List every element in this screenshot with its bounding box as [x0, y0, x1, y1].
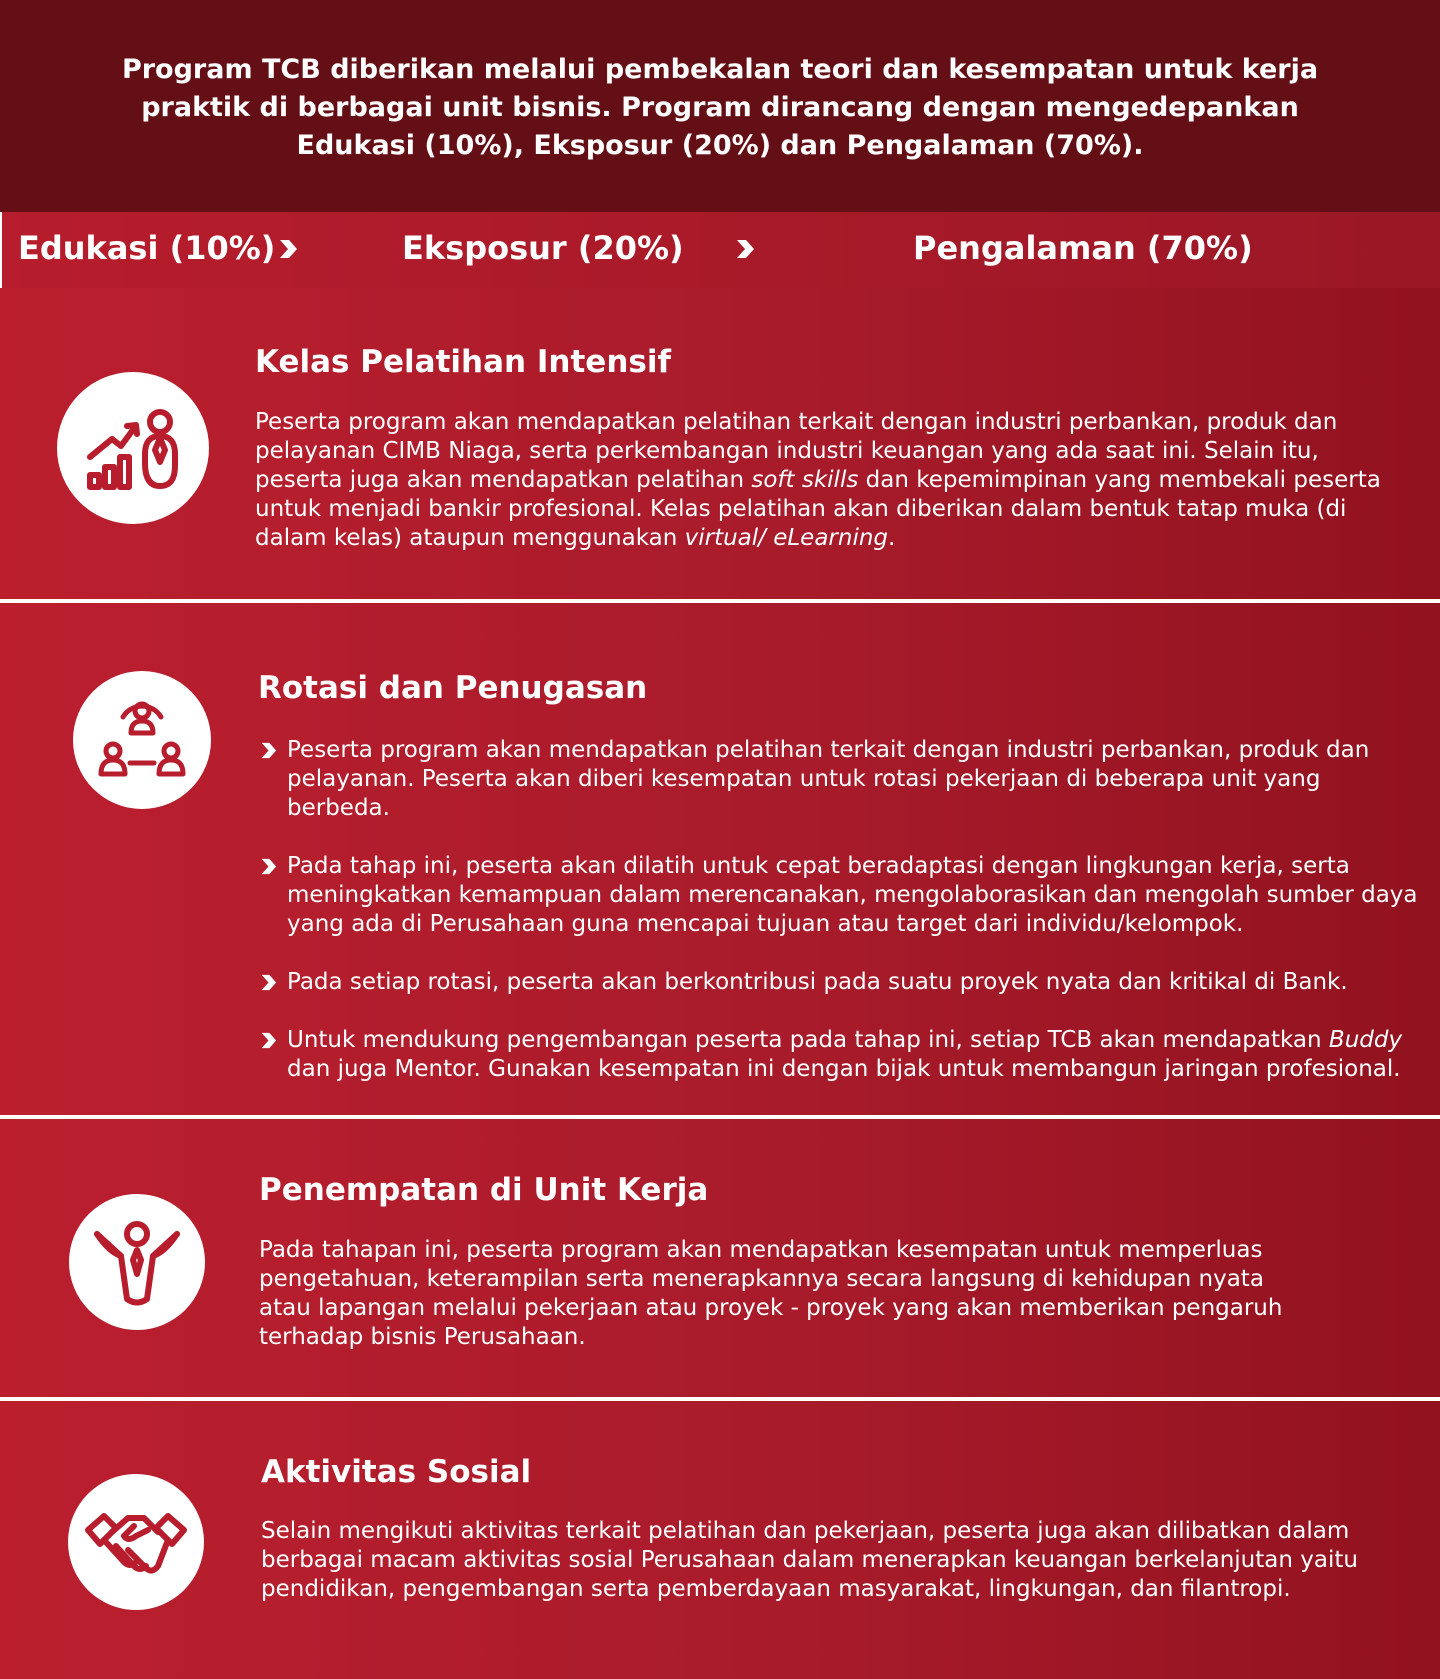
phase-edukasi: Edukasi (10%) — [18, 229, 276, 267]
bullet-list — [260, 736, 1420, 1084]
chevron-right-icon — [260, 974, 277, 991]
section-title: Rotasi dan Penugasan — [258, 670, 648, 706]
list-item-text: dan juga Mentor. Gunakan kesempatan ini dengan bijak untuk membangun jaringan profesional. — [287, 1056, 1401, 1082]
section-aktivitas-sosial — [0, 1401, 1440, 1679]
body-text: dan kepemimpinan yang membekali peserta untuk menjadi bankir profesional. Kelas pelatihan akan diberikan dalam bentuk tatap muka (di dalam kelas) ataupun menggunakan — [255, 467, 1381, 551]
team-rotation-icon — [73, 671, 211, 809]
chevron-right-icon — [260, 1032, 277, 1049]
chevron-right-icon — [260, 742, 277, 759]
list-item-text: Pada tahap ini, peserta akan dilatih untuk cepat beradaptasi dengan lingkungan kerja, serta meningkatkan kemampuan dalam merencanakan, mengolaborasikan dan mengolah sumber daya yang ada di Perusahaan guna mencapai tujuan atau target dari individu/kelompok. — [287, 853, 1418, 937]
section-body — [255, 408, 1385, 553]
list-item — [260, 736, 1420, 823]
list-item-text: Pada setiap rotasi, peserta akan berkontribusi pada suatu proyek nyata dan kritikal di Bank. — [287, 969, 1348, 995]
chevron-right-icon — [735, 239, 755, 259]
section-title: Penempatan di Unit Kerja — [259, 1172, 709, 1208]
growth-chart-person-icon — [57, 372, 209, 524]
chevron-right-icon — [260, 858, 277, 875]
section-kelas-pelatihan — [0, 288, 1440, 599]
phase-eksposur: Eksposur (20%) — [402, 229, 684, 267]
section-body: Pada tahapan ini, peserta program akan mendapatkan kesempatan untuk memperluas pengetahuan, keterampilan serta menerapkannya secara langsung di kehidupan nyata atau lapangan melalui pekerjaan atau proyek - proyek yang akan memberikan pengaruh terhadap bisnis Perusahaan. — [259, 1237, 1283, 1350]
body-text: . — [888, 525, 896, 551]
phase-pengalaman: Pengalaman (70%) — [913, 229, 1253, 267]
handshake-icon — [68, 1474, 204, 1610]
chevron-right-icon — [278, 239, 298, 259]
section-rotasi — [0, 603, 1440, 1115]
section-penempatan — [0, 1119, 1440, 1397]
section-title: Aktivitas Sosial — [261, 1454, 532, 1490]
body-text: Peserta program akan mendapatkan pelatihan terkait dengan industri perbankan, produk dan pelayanan CIMB Niaga, serta perkembangan industri keuangan yang ada saat ini. Selain itu, peserta juga akan mendapatkan pelatihan — [255, 409, 1338, 493]
list-item — [260, 1026, 1420, 1084]
divider — [0, 212, 2, 288]
section-body: Selain mengikuti aktivitas terkait pelatihan dan pekerjaan, peserta juga akan dilibatkan dalam berbagai macam aktivitas sosial Perusahaan dalam menerapkan keuangan berkelanjutan yaitu pendidikan, pengembangan serta pemberdayaan masyarakat, lingkungan, dan filantropi. — [261, 1518, 1358, 1602]
phase-bar — [0, 212, 1440, 288]
list-item-emphasis: Buddy — [1328, 1027, 1403, 1053]
list-item-text: Untuk mendukung pengembangan peserta pada tahap ini, setiap TCB akan mendapatkan — [287, 1027, 1329, 1053]
intro-text: Program TCB diberikan melalui pembekalan teori dan kesempatan untuk kerja praktik di berbagai unit bisnis. Program dirancang dengan mengedepankan Edukasi (10%), Eksposur (20%) dan Pengalaman (70%). — [121, 54, 1319, 161]
list-item — [260, 968, 1420, 997]
body-emphasis: soft skills — [751, 467, 859, 493]
list-item — [260, 852, 1420, 939]
success-person-icon — [69, 1194, 205, 1330]
list-item-text: Peserta program akan mendapatkan pelatihan terkait dengan industri perbankan, produk dan pelayanan. Peserta akan diberi kesempatan untuk rotasi pekerjaan di beberapa unit yang berbeda. — [287, 737, 1370, 821]
body-emphasis: virtual/ eLearning — [684, 525, 889, 551]
section-title: Kelas Pelatihan Intensif — [255, 344, 671, 380]
intro-banner — [0, 0, 1440, 212]
